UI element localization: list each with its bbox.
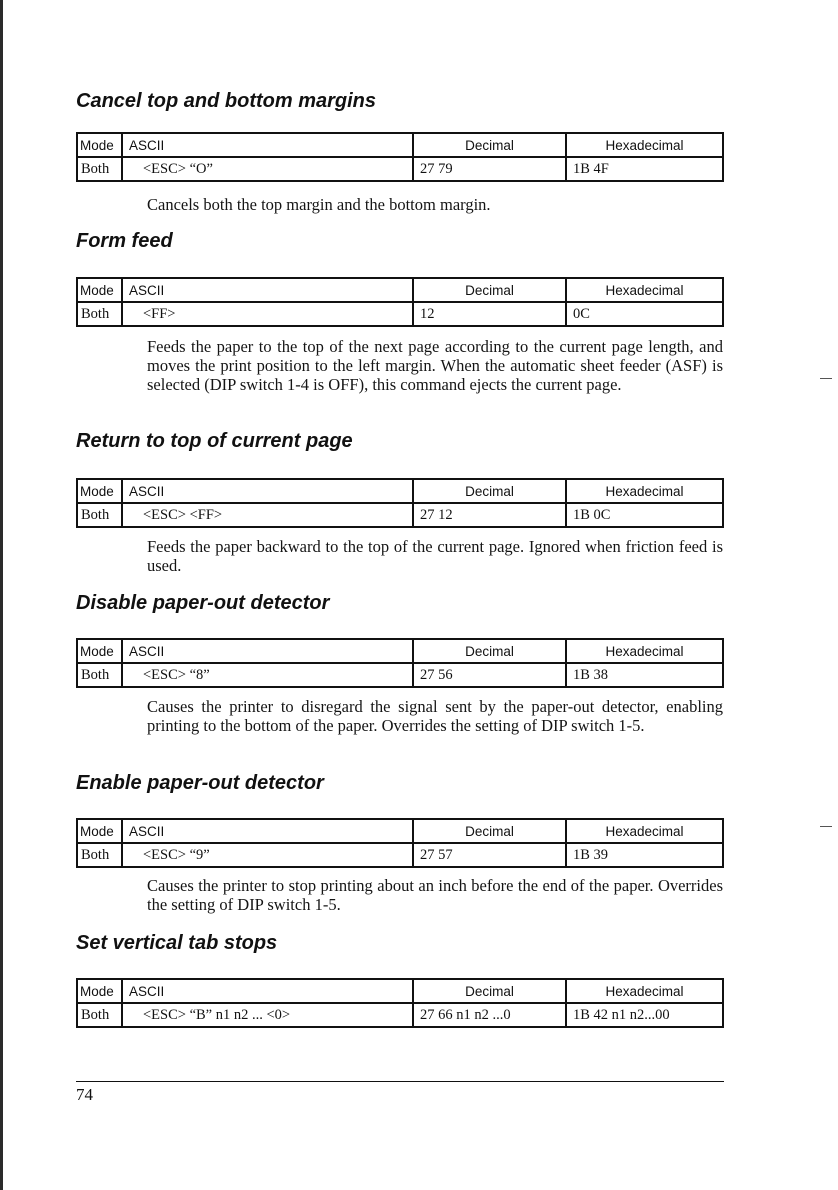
- header-decimal: Decimal: [413, 979, 566, 1003]
- header-ascii: ASCII: [122, 133, 413, 157]
- section-heading: Disable paper-out detector: [76, 592, 330, 614]
- cell-hexadecimal: 1B 4F: [566, 157, 723, 181]
- header-mode: Mode: [77, 979, 122, 1003]
- command-table: [76, 978, 724, 1028]
- header-hexadecimal: Hexadecimal: [566, 133, 723, 157]
- section-heading: Enable paper-out detector: [76, 772, 324, 794]
- page-number: 74: [76, 1085, 93, 1104]
- header-mode: Mode: [77, 133, 122, 157]
- cell-mode: Both: [77, 302, 122, 326]
- command-table: [76, 818, 724, 868]
- cell-mode: Both: [77, 663, 122, 687]
- header-decimal: Decimal: [413, 133, 566, 157]
- cell-hexadecimal: 1B 0C: [566, 503, 723, 527]
- header-decimal: Decimal: [413, 278, 566, 302]
- cell-ascii: <ESC> “B” n1 n2 ... <0>: [122, 1003, 413, 1027]
- header-hexadecimal: Hexadecimal: [566, 479, 723, 503]
- cell-ascii: <FF>: [122, 302, 413, 326]
- cell-mode: Both: [77, 157, 122, 181]
- command-table: [76, 132, 724, 182]
- footer-rule: [76, 1081, 724, 1082]
- cell-mode: Both: [77, 1003, 122, 1027]
- cell-decimal: 27 12: [413, 503, 566, 527]
- section-heading: Form feed: [76, 230, 173, 252]
- header-hexadecimal: Hexadecimal: [566, 819, 723, 843]
- section-description: Causes the printer to disregard the signal sent by the paper-out detector, enabling printing to the bottom of the paper. Overrides the setting of DIP switch 1-5.: [147, 697, 723, 735]
- cell-mode: Both: [77, 503, 122, 527]
- header-ascii: ASCII: [122, 639, 413, 663]
- command-table: [76, 277, 724, 327]
- cell-mode: Both: [77, 843, 122, 867]
- section-heading: Return to top of current page: [76, 430, 353, 452]
- cell-ascii: <ESC> “9”: [122, 843, 413, 867]
- section-description: Feeds the paper backward to the top of the current page. Ignored when friction feed is used.: [147, 537, 723, 575]
- section-description: Feeds the paper to the top of the next page according to the current page length, and moves the print position to the left margin. When the automatic sheet feeder (ASF) is selected (DIP switch 1-4 is OFF), this command ejects the current page.: [147, 337, 723, 394]
- cell-decimal: 12: [413, 302, 566, 326]
- scan-edge: [0, 0, 3, 1190]
- cell-ascii: <ESC> <FF>: [122, 503, 413, 527]
- header-ascii: ASCII: [122, 479, 413, 503]
- header-decimal: Decimal: [413, 479, 566, 503]
- header-hexadecimal: Hexadecimal: [566, 979, 723, 1003]
- cell-decimal: 27 79: [413, 157, 566, 181]
- header-decimal: Decimal: [413, 819, 566, 843]
- section-description: Causes the printer to stop printing about an inch before the end of the paper. Overrides the setting of DIP switch 1-5.: [147, 876, 723, 914]
- header-mode: Mode: [77, 479, 122, 503]
- cell-hexadecimal: 0C: [566, 302, 723, 326]
- section-heading: Cancel top and bottom margins: [76, 90, 377, 112]
- cell-ascii: <ESC> “8”: [122, 663, 413, 687]
- section-heading: Set vertical tab stops: [76, 932, 278, 954]
- header-ascii: ASCII: [122, 819, 413, 843]
- header-mode: Mode: [77, 819, 122, 843]
- command-table: [76, 478, 724, 528]
- section-description: Cancels both the top margin and the bottom margin.: [147, 195, 491, 214]
- cell-decimal: 27 56: [413, 663, 566, 687]
- scan-speck: [820, 378, 832, 379]
- header-ascii: ASCII: [122, 979, 413, 1003]
- header-hexadecimal: Hexadecimal: [566, 639, 723, 663]
- cell-decimal: 27 66 n1 n2 ...0: [413, 1003, 566, 1027]
- cell-hexadecimal: 1B 39: [566, 843, 723, 867]
- header-mode: Mode: [77, 278, 122, 302]
- header-ascii: ASCII: [122, 278, 413, 302]
- header-hexadecimal: Hexadecimal: [566, 278, 723, 302]
- scan-speck: [820, 826, 832, 827]
- cell-hexadecimal: 1B 38: [566, 663, 723, 687]
- cell-hexadecimal: 1B 42 n1 n2...00: [566, 1003, 723, 1027]
- header-mode: Mode: [77, 639, 122, 663]
- header-decimal: Decimal: [413, 639, 566, 663]
- cell-decimal: 27 57: [413, 843, 566, 867]
- command-table: [76, 638, 724, 688]
- cell-ascii: <ESC> “O”: [122, 157, 413, 181]
